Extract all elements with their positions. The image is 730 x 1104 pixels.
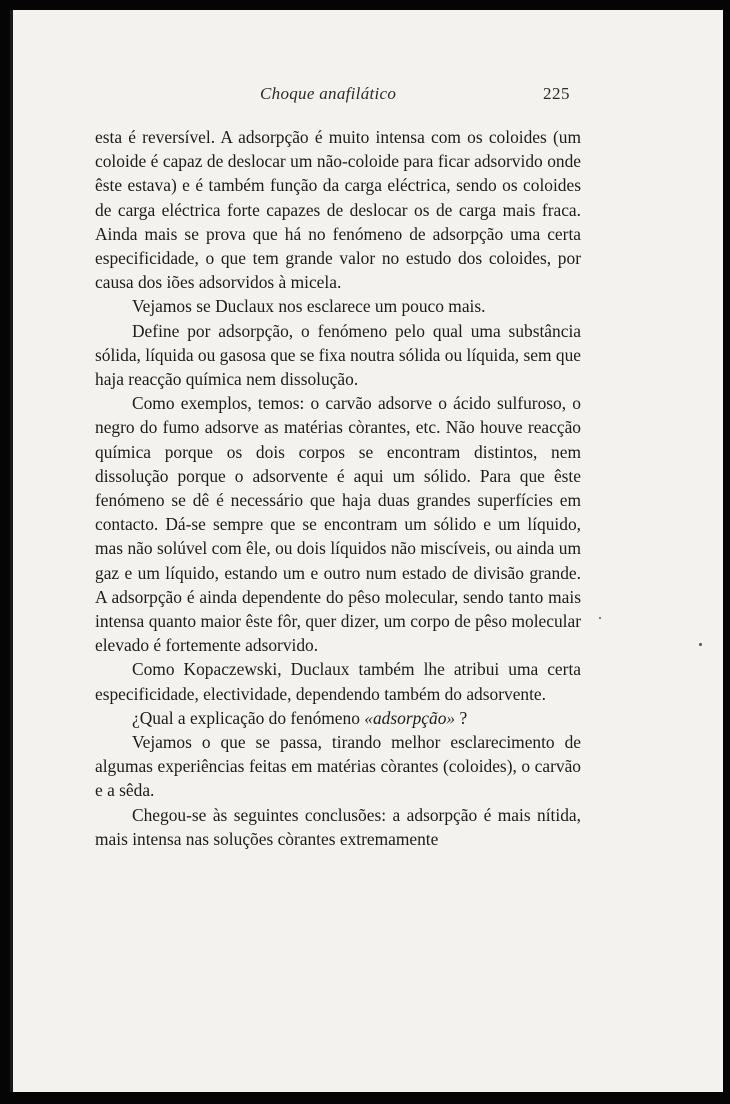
paragraph-4: Como exemplos, temos: o carvão adsorve o ácido sulfuroso, o negro do fumo adsorve as matérias còrantes, etc. Não houve reacção química porque os dois corpos se encontram distintos, nem dissolução porque o adsorvente é aqui um sólido. Para que êste fenómeno se dê é necessário que haja duas grandes superfícies em contacto. Dá-se sempre que se encontram um sólido e um líquido, mas não solúvel com êle, ou dois líquidos não miscíveis, ou ainda um gaz e um líquido, estando um e outro num estado de divisão grande. A adsorpção é ainda dependente do pêso molecular, sendo tanto mais intensa quanto maior êste fôr, quer dizer, um corpo de pêso molecular elevado é fortemente adsorvido. <box>95 393 581 656</box>
question-mark: ? <box>455 707 468 728</box>
book-page <box>10 10 723 1092</box>
paragraph-1: esta é reversível. A adsorpção é muito intensa com os coloides (um coloide é capaz de deslocar um não-coloide para ficar adsorvido onde êste estava) e é também função da carga eléctrica, sendo os coloides de carga eléctrica forte capazes de deslocar os de carga mais fraca. Ainda mais se prova que há no fenómeno de adsorpção uma certa especificidade, o que tem grande valor no estudo dos coloides, por causa dos iões adsorvidos à micela. <box>95 127 581 293</box>
paragraph-2: Vejamos se Duclaux nos esclarece um pouco mais. <box>132 296 486 317</box>
question-text: ¿Qual a explicação do fenómeno <box>132 707 365 728</box>
running-title: Choque anafilático <box>260 84 397 103</box>
paragraph-8: Chegou-se às seguintes conclusões: a adsorpção é mais nítida, mais intensa nas soluções còrantes extremamente <box>95 804 581 849</box>
paragraph-7: Vejamos o que se passa, tirando melhor esclarecimento de algumas experiências feitas em matérias còrantes (coloides), o carvão e a sêda. <box>95 732 581 801</box>
paragraph-6 <box>95 706 581 730</box>
running-header <box>13 84 723 108</box>
paragraph-5: Como Kopaczewski, Duclaux também lhe atribui uma certa especificidade, electividade, dependendo também do adsorvente. <box>95 659 581 704</box>
paragraph-3: Define por adsorpção, o fenómeno pelo qual uma substância sólida, líquida ou gasosa que se fixa noutra sólida ou líquida, sem que haja reacção química nem dissolução. <box>95 320 581 390</box>
question-term: «adsorpção» <box>364 707 456 728</box>
scan-speck <box>699 643 702 646</box>
page-number: 225 <box>543 84 570 103</box>
scan-speck <box>599 617 601 619</box>
body-text <box>95 125 581 851</box>
